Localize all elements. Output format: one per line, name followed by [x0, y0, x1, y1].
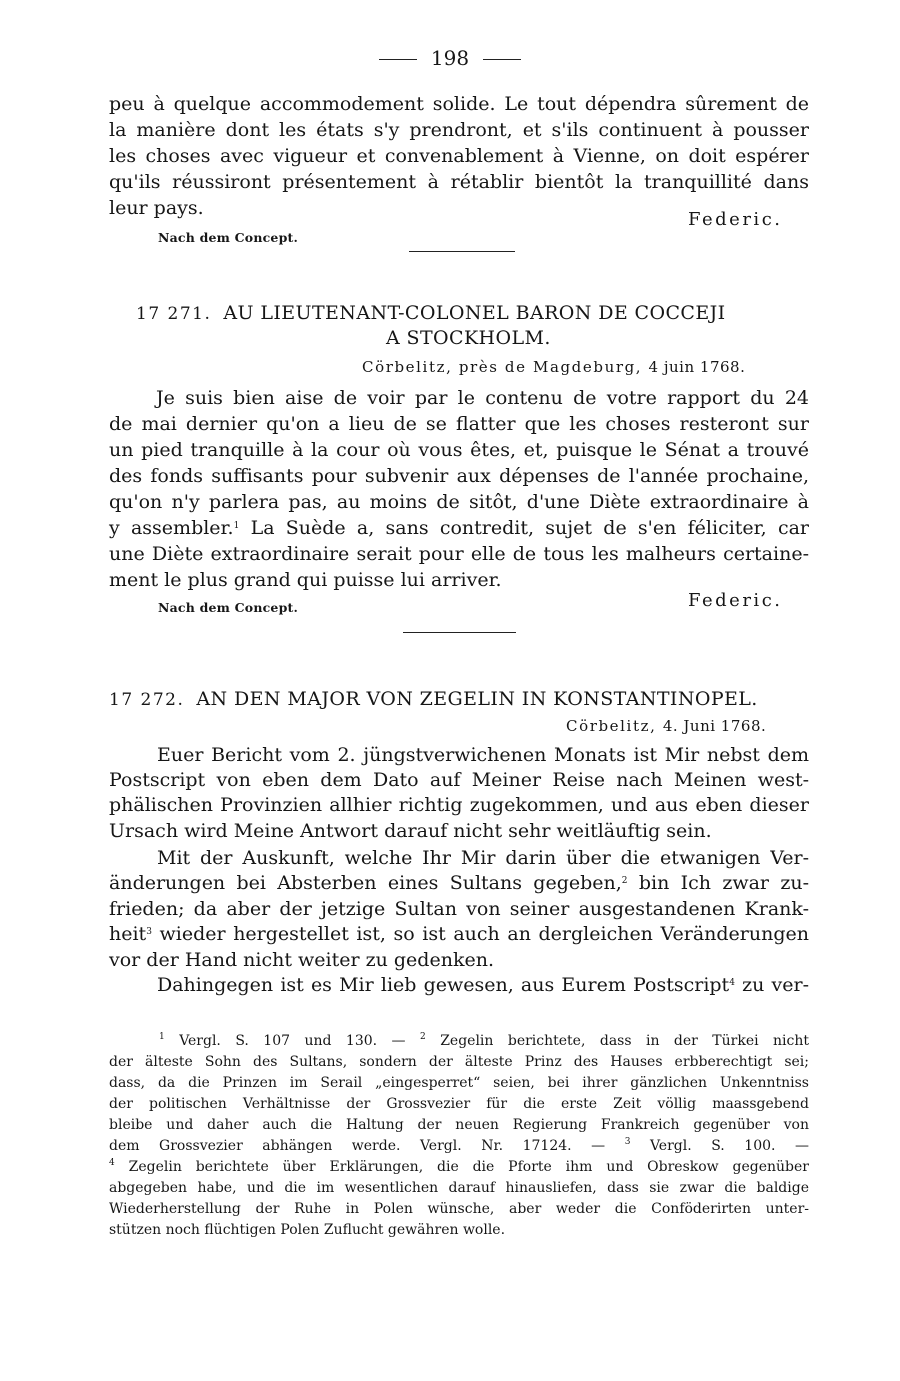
text-line	[109, 972, 809, 998]
text-segment: zu ver-	[742, 974, 809, 996]
text-segment: Je suis bien aise de voir par le contenu de votre rapport du 24	[156, 387, 809, 409]
footnote-line: bleibe und daher auch die Haltung der neuen Regierung Frankreich gegenüber von	[109, 1117, 809, 1133]
footnote-mark: 3	[624, 1137, 631, 1147]
section-divider	[409, 251, 515, 252]
footnote-mark: 2	[420, 1032, 426, 1042]
letter-heading	[109, 686, 758, 713]
letter-place: Cörbelitz,	[566, 717, 657, 735]
text-line: un pied tranquille à la cour où vous êtes, et, puisque le Sénat a trouvé	[109, 439, 809, 461]
text-line: Euer Bericht vom 2. jüngstverwichenen Monats ist Mir nebst dem	[157, 744, 809, 766]
letter-place: Cörbelitz, près de Magdeburg,	[362, 358, 643, 376]
footnote-line: der politischen Verhältnisse der Grossvezier für die erste Zeit völlig maassgebend	[109, 1096, 809, 1112]
text-segment: La Suède a, sans contredit, sujet de s'en féliciter, car	[250, 517, 809, 539]
footnote-line: dass, da die Prinzen im Serail „eingesperret“ seien, bei ihrer gänzlichen Unkenntniss	[109, 1075, 809, 1091]
footnote-line: der älteste Sohn des Sultans, sondern der älteste Prinz des Hauses erbberechtigt sei;	[109, 1054, 809, 1070]
section-divider	[403, 632, 516, 633]
letter-dateline	[362, 358, 745, 376]
footnote-text: Zegelin berichtete, dass in der Türkei nicht	[440, 1033, 810, 1049]
footnote-text: Vergl. S. 107 und 130. —	[179, 1033, 406, 1049]
footnote-line: stützen noch flüchtigen Polen Zuflucht gewähren wolle.	[109, 1222, 506, 1238]
footnote-ref: 1	[233, 521, 240, 531]
source-note: Nach dem Concept.	[158, 600, 299, 615]
text-line: de mai dernier qu'on a lieu de se flatter que les choses resteront sur	[109, 413, 809, 435]
source-note: Nach dem Concept.	[158, 230, 299, 245]
letter-number: 17 272.	[109, 690, 185, 710]
text-line: Postscript von eben dem Dato auf Meiner Reise nach Meinen west-	[109, 769, 809, 791]
footnote-line	[109, 1136, 809, 1157]
footnote-line: abgegeben habe, und die im wesentlichen darauf hinausliefen, dass sie zwar die baldige	[109, 1180, 809, 1196]
letter-date: 4. Juni 1768.	[662, 717, 767, 735]
letter-dateline	[566, 717, 766, 735]
text-line: frieden; da aber der jetzige Sultan von seiner ausgestandenen Krank-	[109, 898, 809, 920]
letter-heading	[136, 300, 726, 327]
text-line: peu à quelque accommodement solide. Le tout dépendra sûrement de	[109, 93, 809, 115]
page-number: 198	[430, 46, 470, 70]
text-line	[109, 870, 809, 896]
footnote-ref: 3	[146, 927, 152, 937]
letter-date: 4 juin 1768.	[648, 358, 746, 376]
text-line: les choses avec vigueur et convenablement à Vienne, on doit espérer	[109, 145, 809, 167]
text-line: leur pays.	[109, 197, 204, 219]
text-line: vor der Hand nicht weiter zu gedenken.	[109, 949, 494, 971]
text-segment: heit	[109, 923, 147, 945]
text-line	[109, 921, 809, 947]
text-line: ment le plus grand qui puisse lui arriver.	[109, 569, 502, 591]
text-line: Ursach wird Meine Antwort darauf nicht sehr weitläuftig sein.	[109, 820, 712, 842]
text-line: Mit der Auskunft, welche Ihr Mir darin über die etwanigen Ver-	[157, 847, 809, 869]
text-line: phälischen Provinzien allhier richtig zugekommen, und aus eben dieser	[109, 794, 809, 816]
footnote-text: Zegelin berichtete über Erklärungen, die die Pforte ihm und Obreskow gegenüber	[128, 1159, 809, 1175]
footnote-text: Vergl. S. 100. —	[649, 1138, 809, 1154]
footnote-mark: 1	[159, 1032, 165, 1042]
text-line	[109, 385, 809, 411]
footnote-line: Wiederherstellung der Ruhe in Polen wünsche, aber weder die Conföderirten unter-	[109, 1201, 809, 1217]
page-header	[0, 44, 900, 72]
text-segment: Dahingegen ist es Mir lieb gewesen, aus Eurem Postscript	[157, 974, 730, 996]
text-segment: wieder hergestellet ist, so ist auch an dergleichen Veränderungen	[159, 923, 809, 945]
text-segment: änderungen bei Absterben eines Sultans gegeben,	[109, 872, 622, 894]
text-line: qu'on n'y parlera pas, au moins de sitôt, d'une Diète extraordinaire à	[109, 491, 809, 513]
text-line: des fonds suffisants pour subvenir aux dépenses de l'année prochaine,	[109, 465, 809, 487]
signature: Federic.	[688, 209, 783, 230]
text-segment: y assembler.	[109, 517, 234, 539]
letter-number: 17 271.	[136, 304, 212, 324]
letter-recipient: AU LIEUTENANT-COLONEL BARON DE COCCEJI	[223, 302, 726, 324]
footnote-text: dem Grossvezier abhängen werde. Vergl. Nr. 17124. —	[109, 1138, 606, 1154]
header-dash-left	[379, 59, 417, 60]
signature: Federic.	[688, 590, 783, 611]
footnote-line	[109, 1031, 809, 1052]
text-line: une Diète extraordinaire serait pour elle de tous les malheurs certaine-	[109, 543, 809, 565]
text-line: la manière dont les états s'y prendront, et s'ils continuent à pousser	[109, 119, 809, 141]
letter-recipient: AN DEN MAJOR VON ZEGELIN IN KONSTANTINOPEL.	[196, 688, 758, 710]
letter-recipient-location: A STOCKHOLM.	[386, 327, 551, 349]
text-line: qu'ils réussiront présentement à rétablir bientôt la tranquillité dans	[109, 171, 809, 193]
footnote-line	[109, 1157, 809, 1178]
header-dash-right	[483, 59, 521, 60]
text-line	[109, 515, 809, 541]
footnote-ref: 2	[621, 876, 628, 886]
footnote-mark: 4	[109, 1158, 115, 1168]
text-segment: bin Ich zwar zu-	[638, 872, 809, 894]
footnote-ref: 4	[729, 978, 735, 988]
